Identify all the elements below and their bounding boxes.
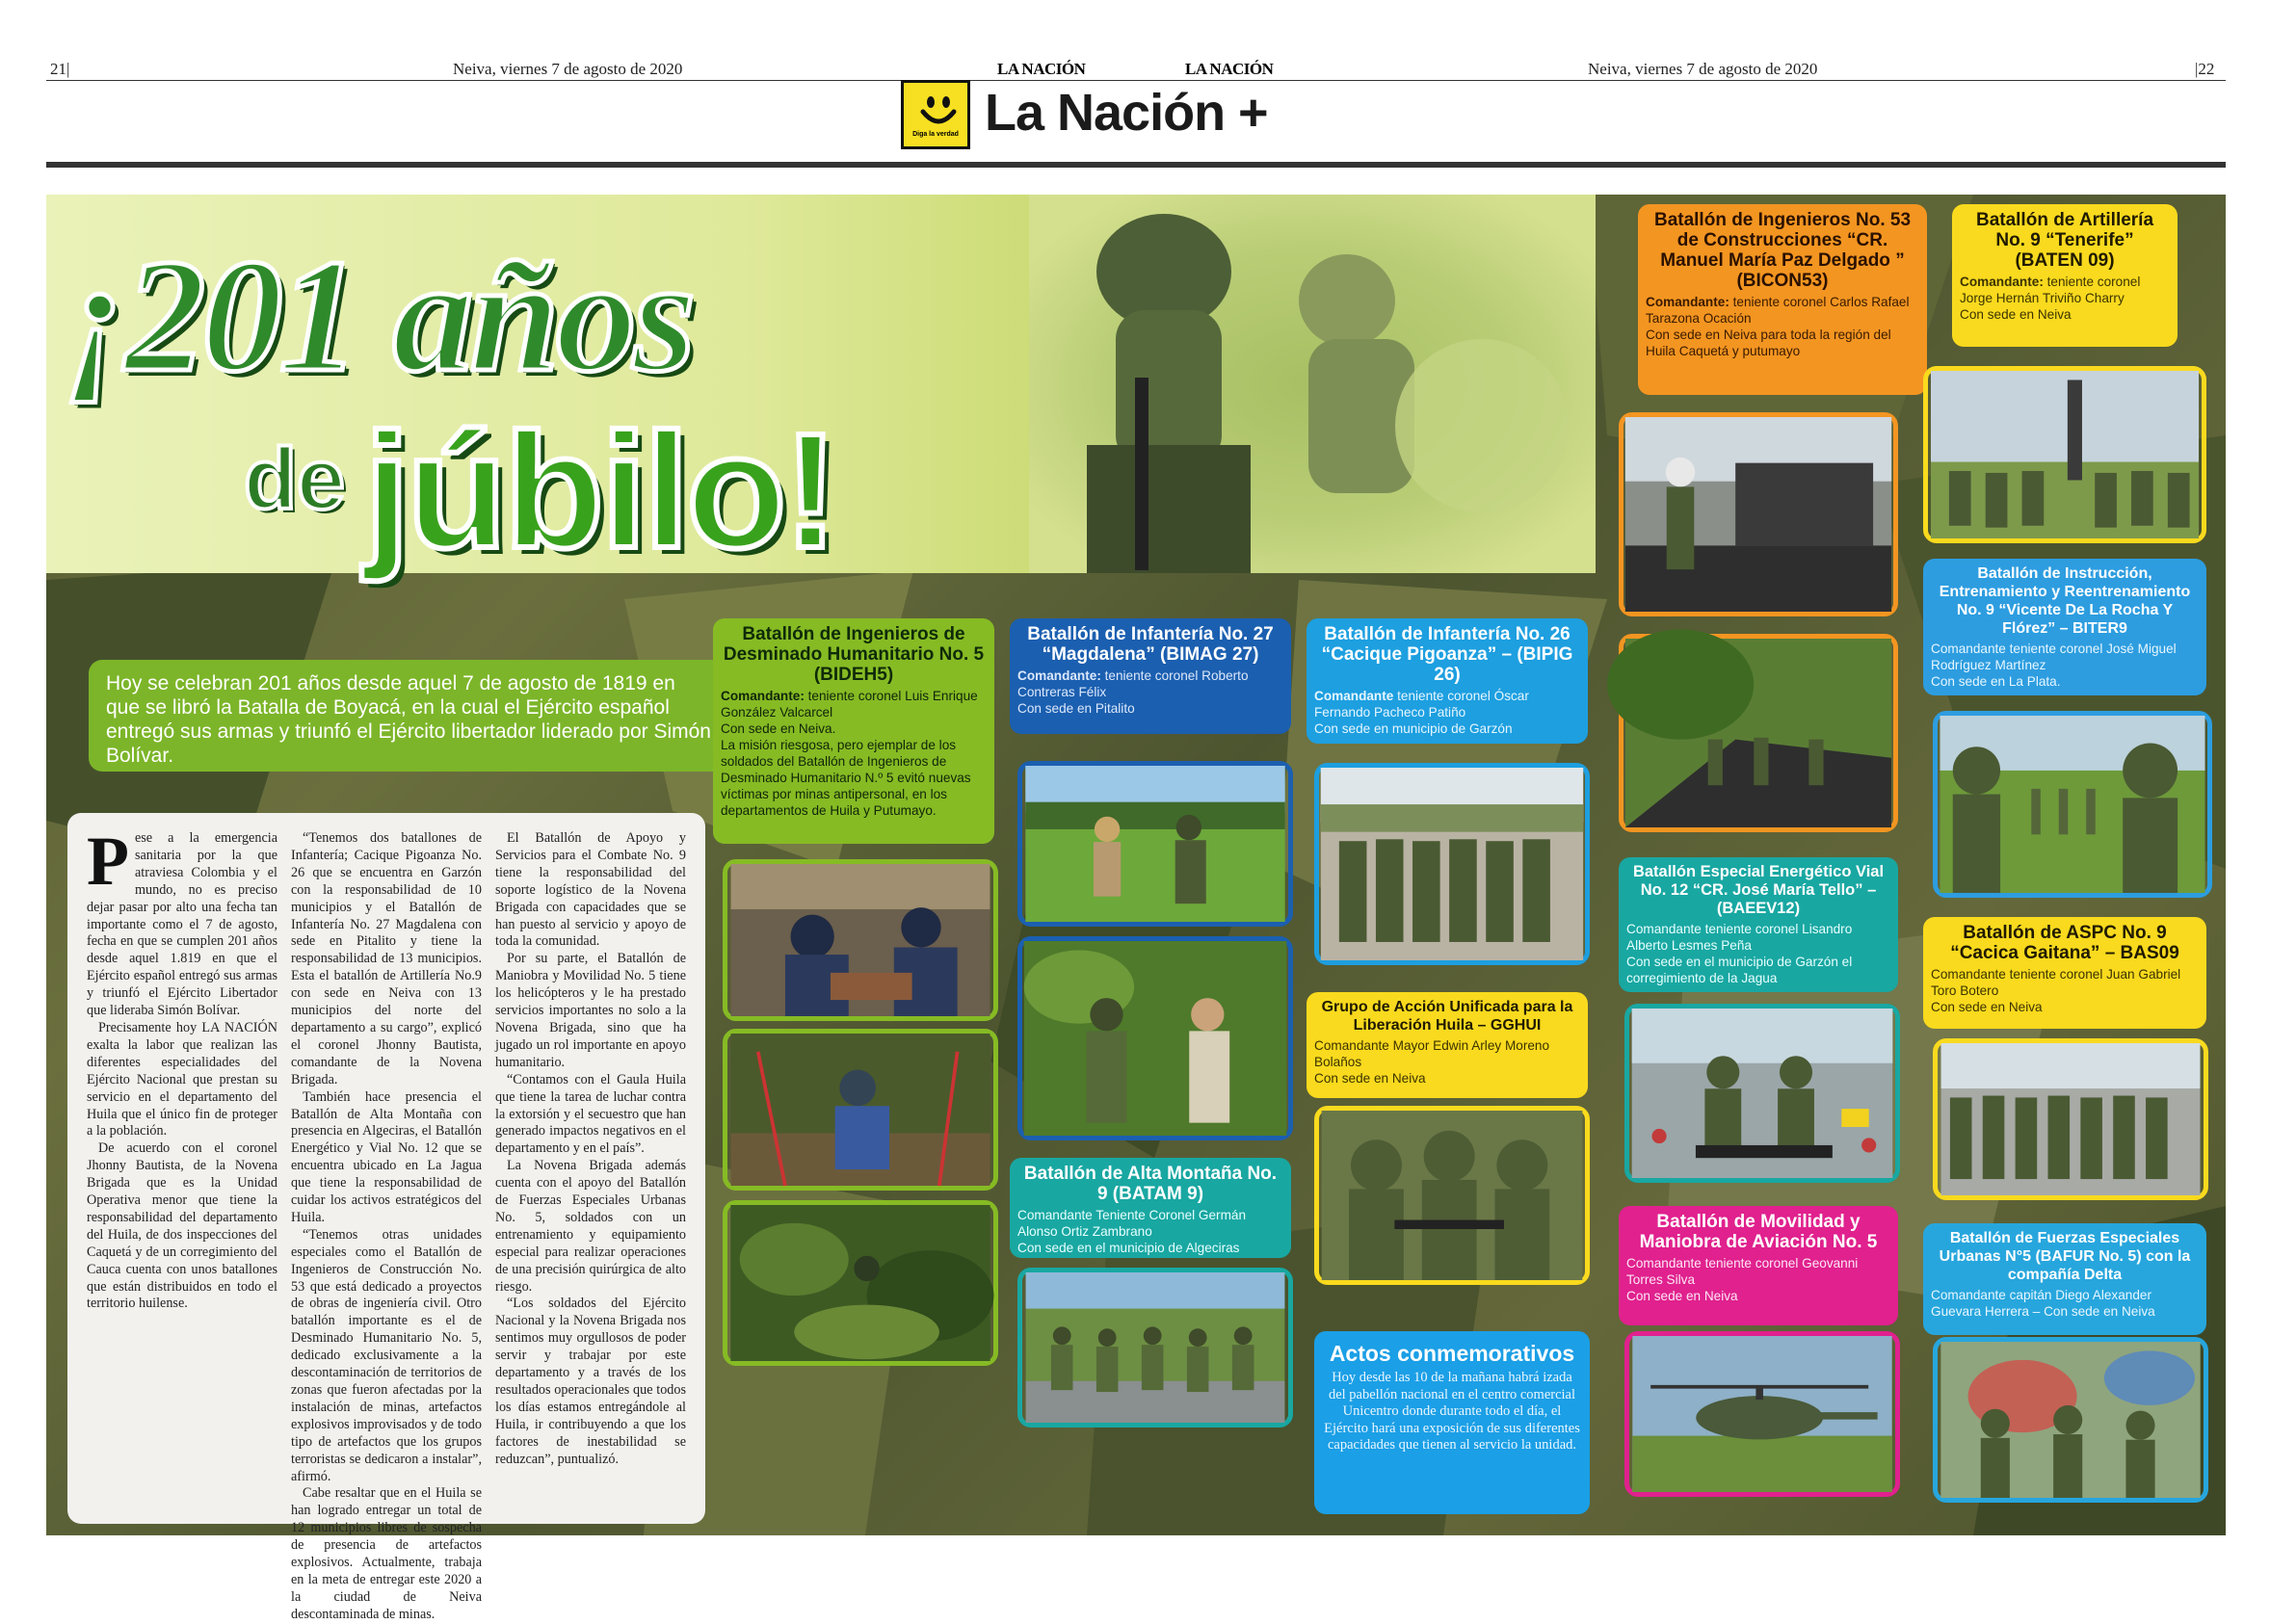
card-title: Batallón de Instrucción, Entrenamiento y Reentrenamiento No. 9 “Vicente De La Rocha Y Flórez” – BITER9 [1939, 565, 2191, 637]
card-bipig26 [1307, 618, 1588, 744]
headline-line-3: júbilo! [364, 400, 835, 583]
card-bimag27 [1010, 618, 1291, 734]
photo-biter9 [1933, 711, 2212, 898]
card-title: Actos conmemorativos [1329, 1341, 1575, 1366]
card-text: Hoy desde las 10 de la mañana habrá izada del pabellón nacional en el centro comercial Unicentro donde durante todo el día, el Ejército hará una exposición de sus diferentes capacidades que tienen al servicio la unidad. [1324, 1370, 1580, 1453]
card-note: La misión riesgosa, pero ejemplar de los soldados del Batallón de Ingenieros de Desminado Humanitario N.º 5 evitó nuevas víctimas por minas antipersonal, en los departamentos de Huila y Putumayo. [721, 738, 971, 818]
card-bideh5 [713, 618, 994, 844]
logo-tagline: Diga la verdad [912, 131, 959, 138]
card-actos [1314, 1331, 1590, 1514]
card-bafur5 [1923, 1223, 2206, 1335]
photo-baten09 [1923, 366, 2206, 543]
card-seat: Con sede en Neiva [1960, 307, 2072, 322]
paper-name-right: LA NACIÓN [1185, 60, 1274, 78]
photo-bas09 [1933, 1038, 2208, 1200]
card-bas09 [1923, 917, 2206, 1029]
card-bamov5 [1619, 1206, 1898, 1325]
card-seat: Con sede en municipio de Garzón [1314, 721, 1513, 736]
card-commander: Comandante teniente coronel Lisandro Alberto Lesmes Peña [1626, 922, 1853, 953]
article-paragraph: De acuerdo con el coronel Jhonny Bautista, de la Novena Brigada que es la Unidad Operativa menor que tiene la responsabilidad del departamento del Huila, de dos inspecciones del Caquetá y de un corregimiento del Cauca cuenta con unos batallones que están distribuidos en todo el territorio huilense. [87, 1140, 277, 1312]
photo-bipig26 [1314, 763, 1590, 965]
card-title: Batallón de ASPC No. 9 “Cacica Gaitana” – BAS09 [1950, 923, 2179, 963]
paper-name-left: LA NACIÓN [997, 60, 1086, 78]
card-bicon53 [1638, 204, 1927, 395]
card-biter9 [1923, 559, 2206, 695]
photo-bafur5 [1933, 1337, 2208, 1503]
folio-left: 21| [50, 60, 70, 78]
header-rule [46, 80, 2226, 81]
card-baeev12 [1619, 857, 1898, 992]
card-title: Grupo de Acción Unificada para la Liberación Huila – GGHUI [1321, 999, 1573, 1034]
soldier-photo [1029, 195, 1596, 573]
article-column-2 [291, 830, 482, 1624]
card-seat: Con sede en Neiva para toda la región del Huila Caquetá y putumayo [1646, 327, 1891, 358]
photo-gghui [1314, 1106, 1590, 1285]
article-column-3 [495, 830, 686, 1624]
article-paragraph: Precisamente hoy LA NACIÓN exalta la labor que realizan las diferentes especialidades del Ejército Nacional que prestan su servicio en el departamento del Huila que el único fin de proteger a la población. [87, 1019, 277, 1139]
card-seat: Con sede en el municipio de Algeciras [1017, 1241, 1240, 1255]
headline-banner [46, 195, 1596, 583]
dateline-left: Neiva, viernes 7 de agosto de 2020 [453, 60, 683, 78]
card-gghui [1307, 992, 1588, 1098]
article-paragraph: “Contamos con el Gaula Huila que tiene la tarea de luchar contra la extorsión y el secuestro que han generado impactos negativos en el departamento y en el país”. [495, 1071, 686, 1157]
card-seat: Con sede en Pitalito [1017, 701, 1135, 716]
card-seat: Con sede en Neiva [1314, 1071, 1426, 1086]
article-body [67, 813, 705, 1622]
card-commander: Comandante: teniente coronel Carlos Rafael Tarazona Ocación [1646, 295, 1910, 326]
smiley-icon [917, 89, 960, 131]
card-commander: Comandante teniente coronel Geovanni Torres Silva [1626, 1256, 1859, 1287]
card-commander: Comandante teniente coronel Juan Gabriel Toro Botero [1931, 967, 2181, 998]
photo-demining-2 [723, 1029, 998, 1191]
card-title: Batallón de Alta Montaña No. 9 (BATAM 9) [1023, 1164, 1278, 1204]
section-rule [46, 162, 2226, 168]
card-seat: Con sede en el municipio de Garzón el corregimiento de la Jagua [1626, 955, 1853, 985]
section-logo [901, 80, 970, 149]
card-commander: Comandante: teniente coronel Luis Enrique González Valcarcel [721, 689, 978, 720]
card-commander: Comandante Teniente Coronel Germán Alonso Ortiz Zambrano [1017, 1208, 1247, 1239]
article-paragraph: “Tenemos otras unidades especiales como el Batallón de Ingenieros de Construcción No. 53 que está dedicado a proyectos de obras de ingeniería civil. Otro batallón importante es el de Desminado Humanitario No. 5, dedicado exclusivamente a la descontaminación de territorios de zonas que fueron afectadas por la instalación de minas, artefactos explosivos improvisados y de todo tipo de artefactos que los grupos terroristas se dedicaron a instalar”, afirmó. [291, 1226, 482, 1484]
article-paragraph: “Los soldados del Ejército Nacional y la Novena Brigada nos sentimos muy orgullosos de poder servir y trabajar por este departamento y a través de los resultados operacionales que todos los días estamos entregándole al Huila, ir contribuyendo a que los factores de inestabilidad se reduzcan”, puntualizó. [495, 1296, 686, 1467]
drop-cap: P [87, 823, 129, 900]
article-paragraph: “Tenemos dos batallones de Infantería; Cacique Pigoanza No. 26 que se encuentra en Garzón con la responsabilidad de 10 municipios y el Batallón de Infantería No. 27 Magdalena con sede en Pitalito y tiene la responsabilidad de 13 municipios. Esta el batallón de Artillería No.9 con sede en Neiva con 13 municipios del norte del departamento a su cargo”, explicó el coronel Jhonny Bautista, comandante de la Novena Brigada. [291, 830, 482, 1087]
article-paragraph: Por su parte, el Batallón de Maniobra y Movilidad No. 5 tiene los helicópteros y le ha prestado servicios importantes no solo a la Novena Brigada, sino que ha jugado un rol importante en apoyo humanitario. [495, 951, 686, 1070]
section-title: La Nación + [985, 84, 1268, 142]
card-title: Batallón de Infantería No. 26 “Cacique Pigoanza” – (BIPIG 26) [1321, 624, 1573, 685]
card-seat: Con sede en Neiva. [721, 721, 836, 736]
card-commander: Comandante teniente coronel José Miguel Rodríguez Martínez [1931, 642, 2177, 672]
article-paragraph: La Novena Brigada además cuenta con el apoyo del Batallón de Fuerzas Especiales Urbanas No. 5, soldados con un entrenamiento y equipamiento especial para realizar operaciones de una precisión quirúrgica de alto riesgo. [495, 1158, 686, 1295]
photo-bimag27-2 [1017, 936, 1293, 1140]
card-commander: Comandante: teniente coronel Roberto Contreras Félix [1017, 668, 1249, 699]
article-paragraph: El Batallón de Apoyo y Servicios para el Combate No. 9 tiene la responsabilidad del soporte logístico de la Novena Brigada con capacidades que se han puesto al servicio y apoyo de toda la comunidad. [495, 830, 686, 950]
photo-demining-1 [723, 859, 998, 1021]
card-title: Batallón de Ingenieros de Desminado Humanitario No. 5 (BIDEH5) [723, 624, 985, 685]
feature-spread [46, 195, 2226, 1622]
card-batam9 [1010, 1158, 1291, 1258]
card-commander: Comandante Mayor Edwin Arley Moreno Bolaños [1314, 1038, 1550, 1069]
photo-baeev12 [1624, 1004, 1900, 1183]
card-title: Batallón de Infantería No. 27 “Magdalena” (BIMAG 27) [1027, 624, 1274, 665]
card-title: Batallón de Artillería No. 9 “Tenerife” (BATEN 09) [1975, 210, 2154, 271]
card-commander: Comandante teniente coronel Óscar Fernando Pacheco Patiño [1314, 689, 1529, 720]
dateline-right: Neiva, viernes 7 de agosto de 2020 [1588, 60, 1818, 78]
photo-bicon53-2 [1619, 634, 1898, 832]
card-commander: Comandante capitán Diego Alexander Guevara Herrera – Con sede en Neiva [1931, 1288, 2155, 1319]
lead-paragraph: Hoy se celebran 201 años desde aquel 7 de agosto de 1819 en que se libró la Batalla de Boyacá, en la cual el Ejército español entregó sus armas y triunfó el Ejército libertador liderado por Simón Bolívar. [89, 660, 728, 772]
card-title: Batallón Especial Energético Vial No. 12 “CR. José María Tello” – (BAEEV12) [1632, 863, 1885, 917]
article-paragraph: ese a la emergencia sanitaria por la que atraviesa Colombia y el mundo, no es preciso dejar pasar por alto una fecha tan importante como el 7 de agosto, fecha en que se cumplen 201 años desde aquel 1.819 en que el Ejército español entregó sus armas y triunfó el Ejército Libertador que lideraba Simón Bolívar. [87, 830, 277, 1019]
photo-bicon53-1 [1619, 412, 1898, 616]
card-seat: Con sede en Neiva [1626, 1289, 1738, 1303]
card-commander: Comandante: teniente coronel Jorge Hernán Triviño Charry [1960, 275, 2141, 305]
card-seat: Con sede en La Plata. [1931, 674, 2061, 689]
photo-bimag27-1 [1017, 761, 1293, 927]
article-paragraph: También hace presencia el Batallón de Alta Montaña con presencia en Algeciras, el Batallón Energético y Vial No. 12 que se encuentra ubicado en La Jagua que tiene la responsabilidad de cuidar los activos estratégicos del Huila. [291, 1088, 482, 1225]
headline-line-1: ¡201 años [66, 226, 693, 406]
card-title: Batallón de Fuerzas Especiales Urbanas N°5 (BAFUR No. 5) con la compañía Delta [1939, 1230, 2191, 1283]
article-paragraph: Cabe resaltar que en el Huila se han logrado entregar un total de 12 municipios libres de sospecha de presencia de artefactos explosivos. Actualmente, trabaja en la meta de entregar este 2020 a la ciudad de Neiva descontaminada de minas. [291, 1485, 482, 1622]
card-baten09 [1952, 204, 2178, 347]
folio-right: |22 [2195, 60, 2215, 78]
headline-line-2: de [244, 432, 346, 528]
photo-batam9 [1017, 1268, 1293, 1428]
photo-bamov5 [1624, 1331, 1900, 1497]
card-title: Batallón de Ingenieros No. 53 de Construcciones “CR. Manuel María Paz Delgado ” (BICON53) [1653, 210, 1912, 291]
article-column-1 [87, 823, 277, 1624]
card-title: Batallón de Movilidad y Maniobra de Aviación No. 5 [1639, 1212, 1878, 1252]
card-seat: Con sede en Neiva [1931, 1000, 2043, 1014]
photo-demining-3 [723, 1200, 998, 1366]
